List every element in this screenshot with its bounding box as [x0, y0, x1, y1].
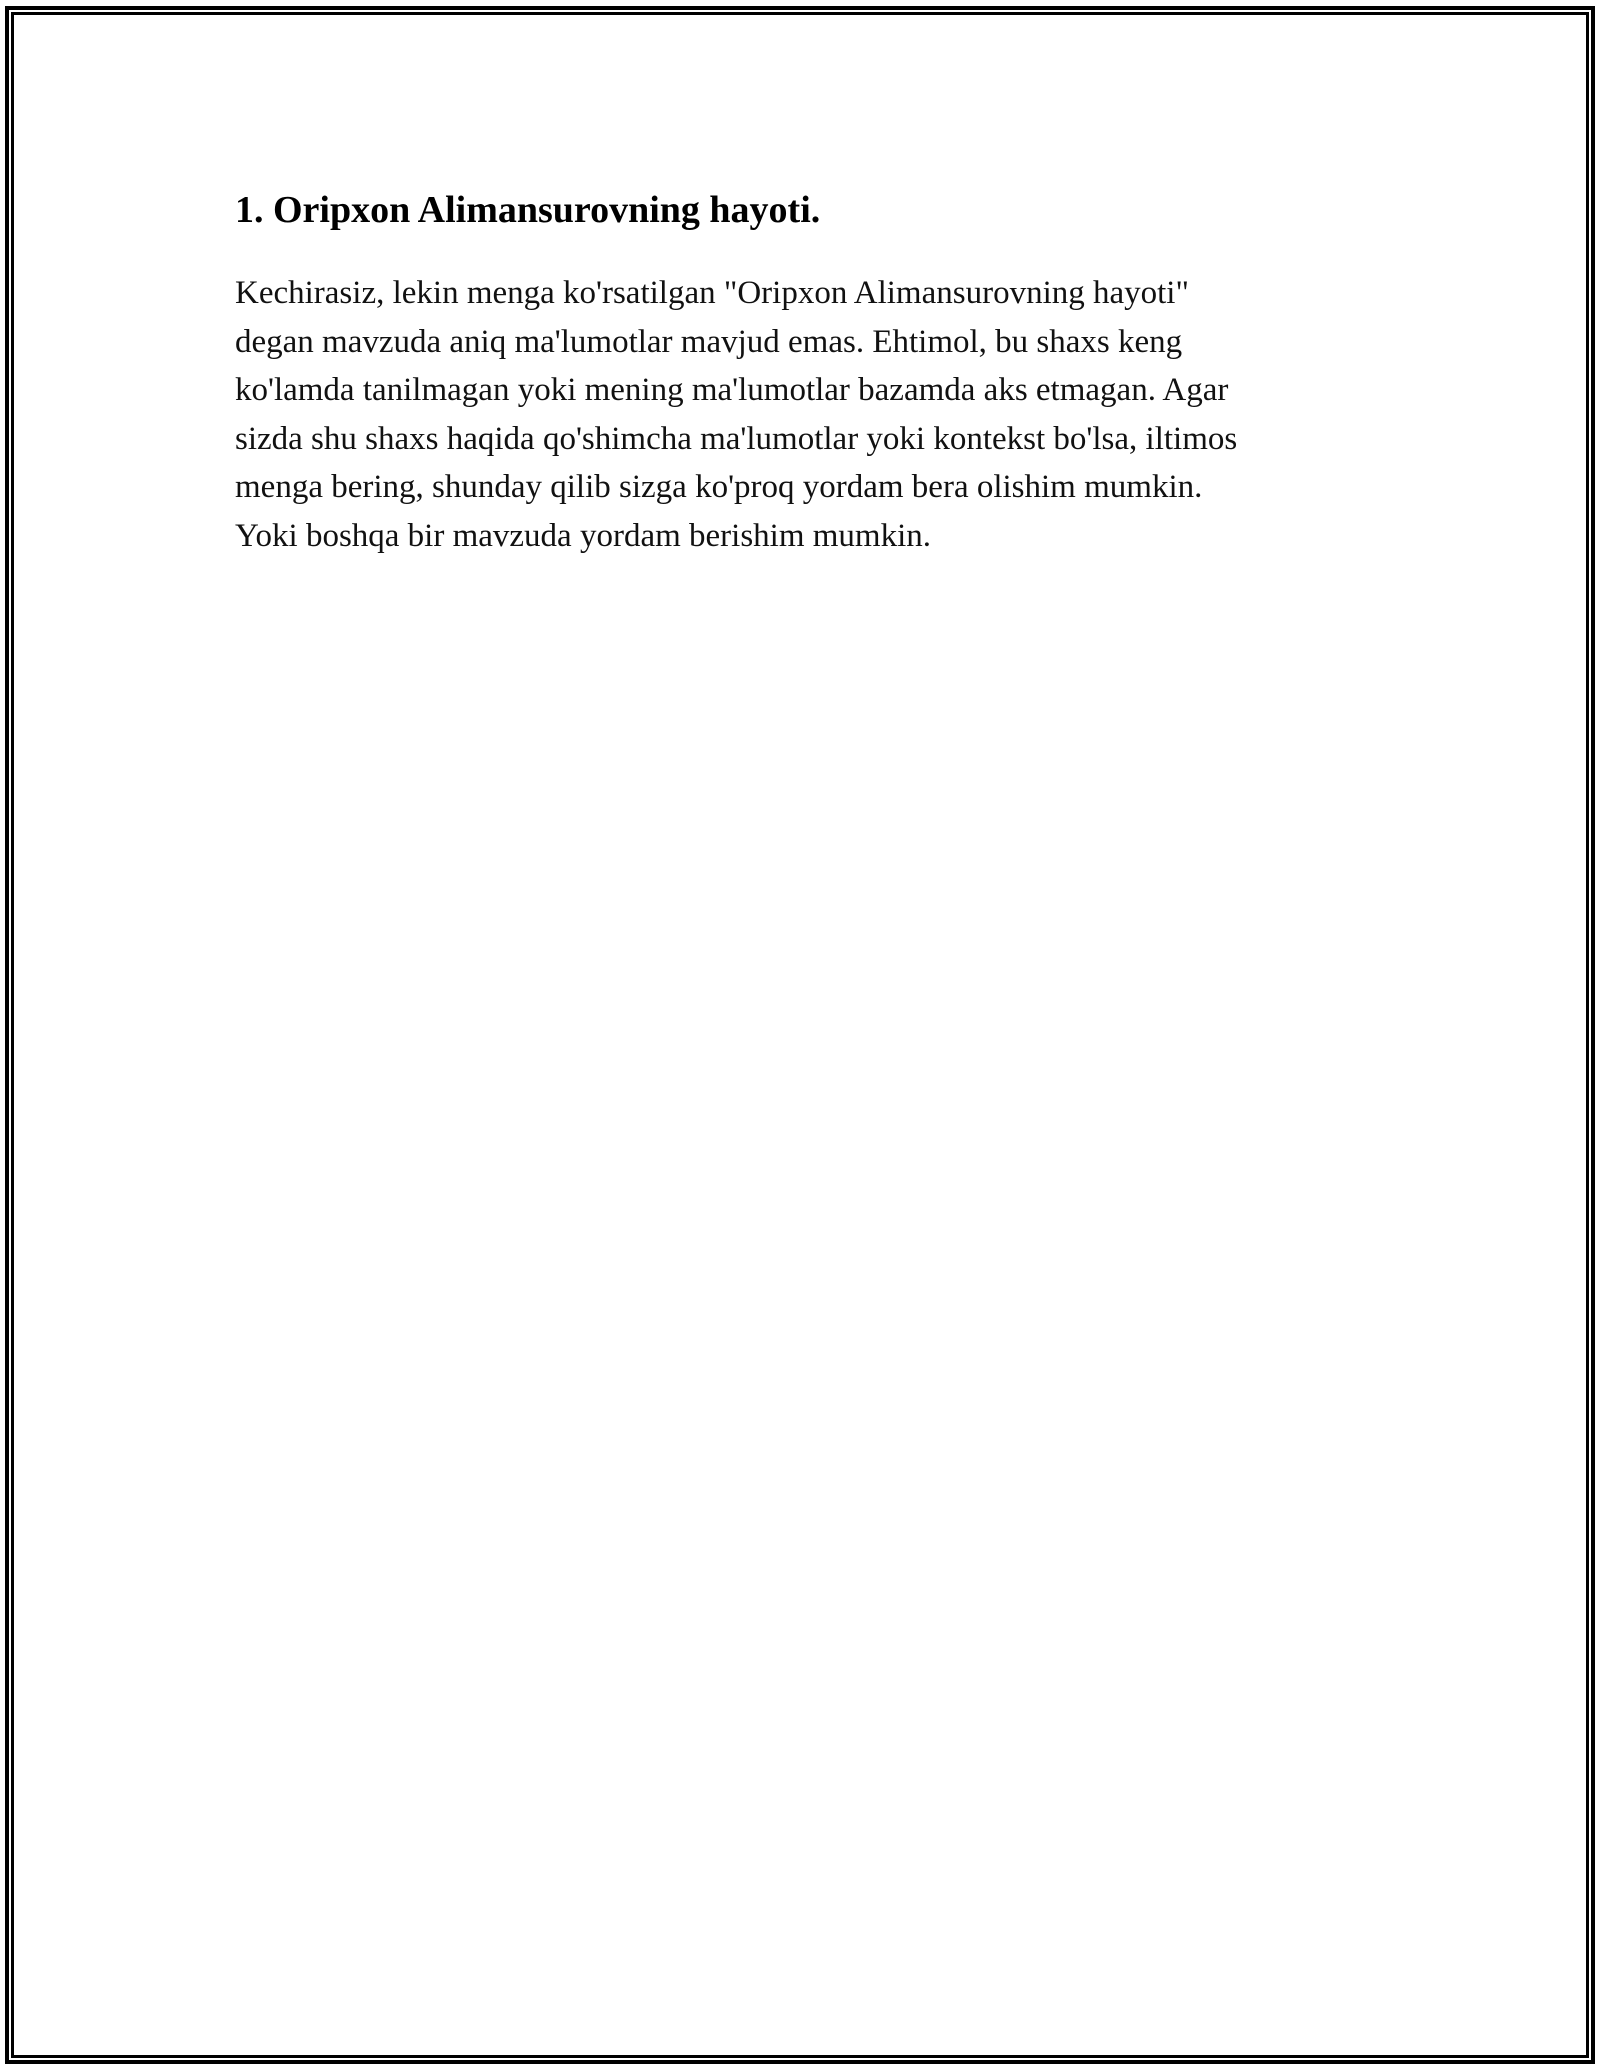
body-line: ko'lamda tanilmagan yoki mening ma'lumotlar bazamda aks etmagan. Agar	[235, 372, 1229, 408]
body-line: menga bering, shunday qilib sizga ko'proq yordam bera olishim mumkin.	[235, 469, 1203, 505]
page-content	[235, 185, 1365, 560]
body-line: Kechirasiz, lekin menga ko'rsatilgan "Oripxon Alimansurovning hayoti"	[235, 275, 1189, 311]
section-body	[235, 269, 1365, 560]
section-title: 1. Oripxon Alimansurovning hayoti.	[235, 189, 821, 231]
body-line: degan mavzuda aniq ma'lumotlar mavjud emas. Ehtimol, bu shaxs keng	[235, 323, 1183, 360]
body-line: sizda shu shaxs haqida qo'shimcha ma'lumotlar yoki kontekst bo'lsa, iltimos	[235, 420, 1238, 457]
body-line: Yoki boshqa bir mavzuda yordam berishim mumkin.	[235, 517, 931, 554]
